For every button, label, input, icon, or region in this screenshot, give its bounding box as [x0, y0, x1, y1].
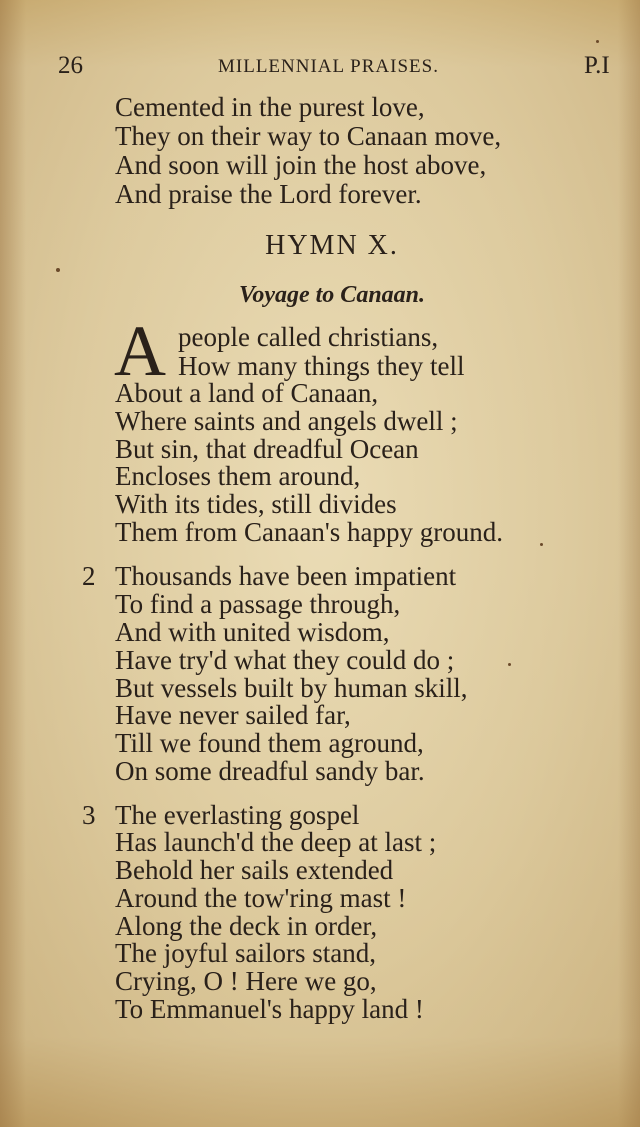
- verse-line: With its tides, still divides: [115, 489, 397, 519]
- verse-line: Them from Canaan's happy ground.: [115, 517, 504, 547]
- verse-line: Have never sailed far,: [115, 700, 351, 730]
- verse-line: people called christians,: [178, 322, 439, 352]
- verse-line: And soon will join the host above,: [115, 150, 487, 180]
- verse-line: But vessels built by human skill,: [115, 673, 468, 703]
- verse-line: Has launch'd the deep at last ;: [115, 827, 437, 857]
- verse-number: 3: [82, 800, 96, 830]
- verse-line: But sin, that dreadful Ocean: [115, 434, 419, 464]
- verse-line: Along the deck in order,: [115, 911, 378, 941]
- verse-line: They on their way to Canaan move,: [115, 121, 502, 151]
- verse-line: And with united wisdom,: [115, 617, 390, 647]
- page-mark: P.I: [584, 52, 610, 79]
- verse-line: Cemented in the purest love,: [115, 92, 425, 122]
- page-header: [0, 52, 640, 88]
- running-head: MILLENNIAL PRAISES.: [218, 56, 439, 77]
- verse-line: Till we found them aground,: [115, 728, 424, 758]
- drop-cap: A: [114, 311, 166, 391]
- paper-speck: [56, 268, 60, 272]
- verse-line: On some dreadful sandy bar.: [115, 756, 425, 786]
- verse-line: The joyful sailors stand,: [115, 938, 376, 968]
- hymn-title: HYMN X.: [265, 230, 399, 261]
- verse-line: Have try'd what they could do ;: [115, 645, 455, 675]
- verse-line: Where saints and angels dwell ;: [115, 406, 458, 436]
- verse-line: Encloses them around,: [115, 461, 361, 491]
- paper-speck: [540, 543, 543, 546]
- verse-line: Behold her sails extended: [115, 855, 394, 885]
- paper-speck: [508, 663, 511, 666]
- verse-line: How many things they tell: [178, 351, 465, 381]
- hymn-subtitle: Voyage to Canaan.: [238, 282, 426, 308]
- verse-line: To Emmanuel's happy land !: [115, 994, 424, 1024]
- verse-line: Thousands have been impatient: [115, 561, 457, 591]
- verse-line: Crying, O ! Here we go,: [115, 966, 377, 996]
- verse-line: About a land of Canaan,: [115, 378, 379, 408]
- verse-line: The everlasting gospel: [115, 800, 360, 830]
- verse-number: 2: [82, 561, 96, 591]
- verse-line: Around the tow'ring mast !: [115, 883, 407, 913]
- page-number: 26: [58, 52, 83, 79]
- verse-line: To find a passage through,: [115, 589, 401, 619]
- verse-line: And praise the Lord forever.: [115, 179, 422, 209]
- paper-speck: [596, 40, 599, 43]
